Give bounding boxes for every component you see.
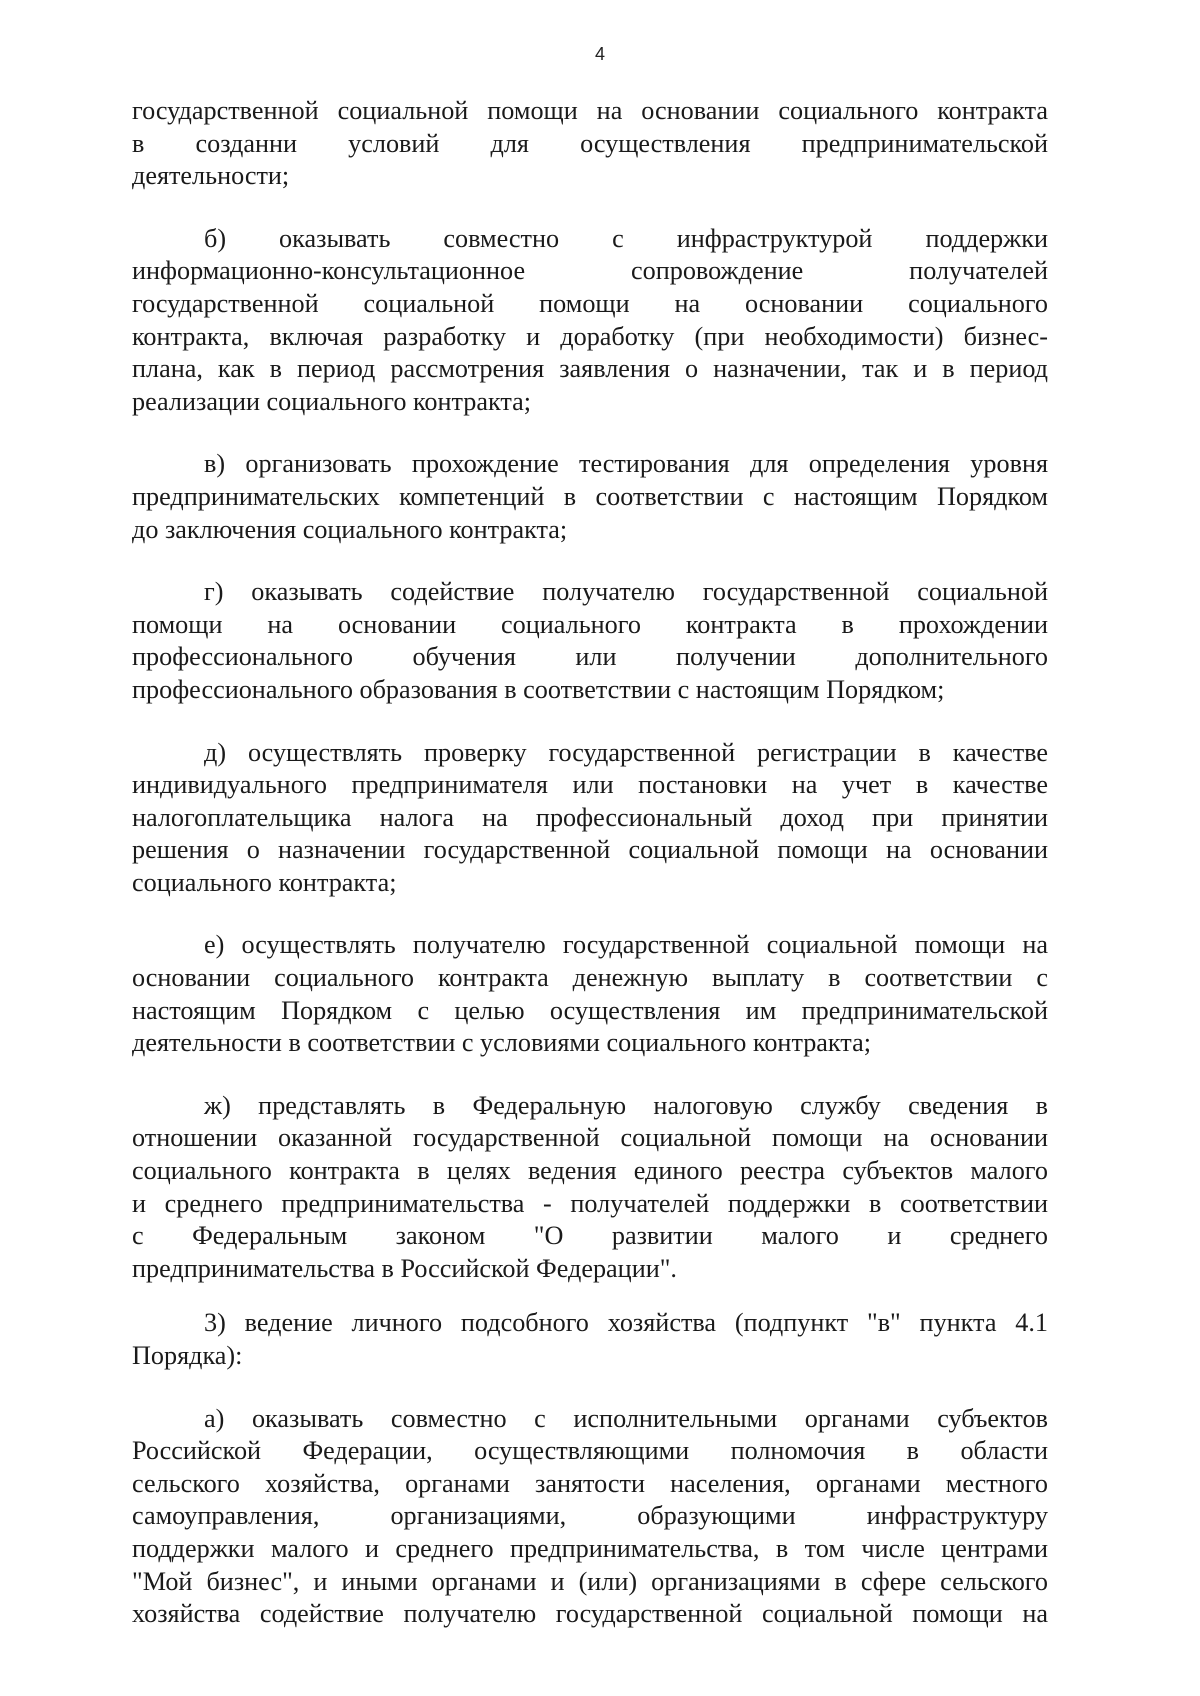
text-line: сельского хозяйства, органами занятости населения, органами местного: [132, 1468, 1048, 1498]
paragraph-gap: [132, 1060, 1048, 1090]
text-line: поддержки малого и среднего предпринимательства, в том числе центрами: [132, 1533, 1048, 1563]
text-line: индивидуального предпринимателя или постановки на учет в качестве: [132, 770, 1048, 800]
text-line: хозяйства содействие получателю государственной социальной помощи на: [132, 1599, 1048, 1629]
text-line: Порядка):: [132, 1341, 243, 1370]
text-line: плана, как в период рассмотрения заявления о назначении, так и в период: [132, 354, 1048, 384]
paragraph-item-b: [132, 223, 1048, 419]
text-line: контракта, включая разработку и доработку (при необходимости) бизнес-: [132, 321, 1048, 351]
text-line: в) организовать прохождение тестирования для определения уровня: [204, 449, 1048, 479]
paragraph-gap: [132, 899, 1048, 929]
text-line: решения о назначении государственной социальной помощи на основании: [132, 835, 1048, 865]
paragraph-item-v: [132, 448, 1048, 546]
text-line: Российской Федерации, осуществляющими полномочия в области: [132, 1436, 1048, 1466]
paragraph-gap: [132, 193, 1048, 223]
text-line: профессионального образования в соответствии с настоящим Порядком;: [132, 674, 945, 704]
paragraph-item-d: [132, 737, 1048, 900]
text-line: налогоплательщика налога на профессиональный доход при принятии: [132, 802, 1048, 832]
text-line: государственной социальной помощи на основании социального контракта: [132, 96, 1048, 125]
page-number: 4: [594, 44, 605, 64]
text-line: в созданни условий для осуществления предпринимательской: [132, 128, 1048, 158]
paragraph-gap: [132, 1373, 1048, 1403]
text-line: г) оказывать содействие получателю государственной социальной: [204, 577, 1048, 607]
text-line: д) осуществлять проверку государственной регистрации в качестве: [204, 737, 1048, 767]
paragraph-gap: [132, 1285, 1048, 1307]
paragraph-gap: [132, 707, 1048, 737]
paragraph-section-3: [132, 1307, 1048, 1372]
text-line: социального контракта;: [132, 867, 397, 897]
paragraph-continuation: [132, 95, 1048, 193]
text-line: информационно-консультационное сопровождение получателей: [132, 256, 1048, 286]
text-line: самоуправления, организациями, образующими инфраструктуру: [132, 1501, 1048, 1531]
text-line: до заключения социального контракта;: [132, 514, 568, 544]
paragraph-item-a: [132, 1403, 1048, 1631]
text-line: отношении оказанной государственной социальной помощи на основании: [132, 1123, 1048, 1153]
text-line: настоящим Порядком с целью осуществления им предпринимательской: [132, 995, 1048, 1025]
paragraph-item-zh: [132, 1090, 1048, 1286]
text-line: деятельности;: [132, 161, 290, 191]
text-line: профессионального обучения или получении дополнительного: [132, 642, 1048, 672]
text-line: с Федеральным законом "О развитии малого и среднего: [132, 1221, 1048, 1251]
text-line: е) осуществлять получателю государственной социальной помощи на: [204, 930, 1048, 960]
paragraph-gap: [132, 418, 1048, 448]
paragraph-item-e: [132, 929, 1048, 1059]
text-line: а) оказывать совместно с исполнительными органами субъектов: [204, 1403, 1048, 1433]
text-line: и среднего предпринимательства - получателей поддержки в соответствии: [132, 1188, 1048, 1218]
text-line: основании социального контракта денежную выплату в соответствии с: [132, 963, 1048, 993]
text-line: помощи на основании социального контракта в прохождении: [132, 609, 1048, 639]
text-line: реализации социального контракта;: [132, 386, 532, 416]
text-line: б) оказывать совместно с инфраструктурой поддержки: [204, 223, 1048, 253]
text-line: предпринимательства в Российской Федерации".: [132, 1253, 677, 1283]
text-line: государственной социальной помощи на основании социального: [132, 288, 1048, 318]
paragraph-gap: [132, 546, 1048, 576]
text-line: ж) представлять в Федеральную налоговую службу сведения в: [204, 1090, 1048, 1120]
text-line: предпринимательских компетенций в соответствии с настоящим Порядком: [132, 481, 1048, 511]
document-body: [132, 95, 1048, 1631]
text-line: социального контракта в целях ведения единого реестра субъектов малого: [132, 1156, 1048, 1186]
text-line: деятельности в соответствии с условиями социального контракта;: [132, 1028, 871, 1058]
text-line: 3) ведение личного подсобного хозяйства (подпункт "в" пункта 4.1: [204, 1308, 1048, 1338]
text-line: "Мой бизнес", и иными органами и (или) организациями в сфере сельского: [132, 1566, 1048, 1596]
paragraph-item-g: [132, 576, 1048, 706]
